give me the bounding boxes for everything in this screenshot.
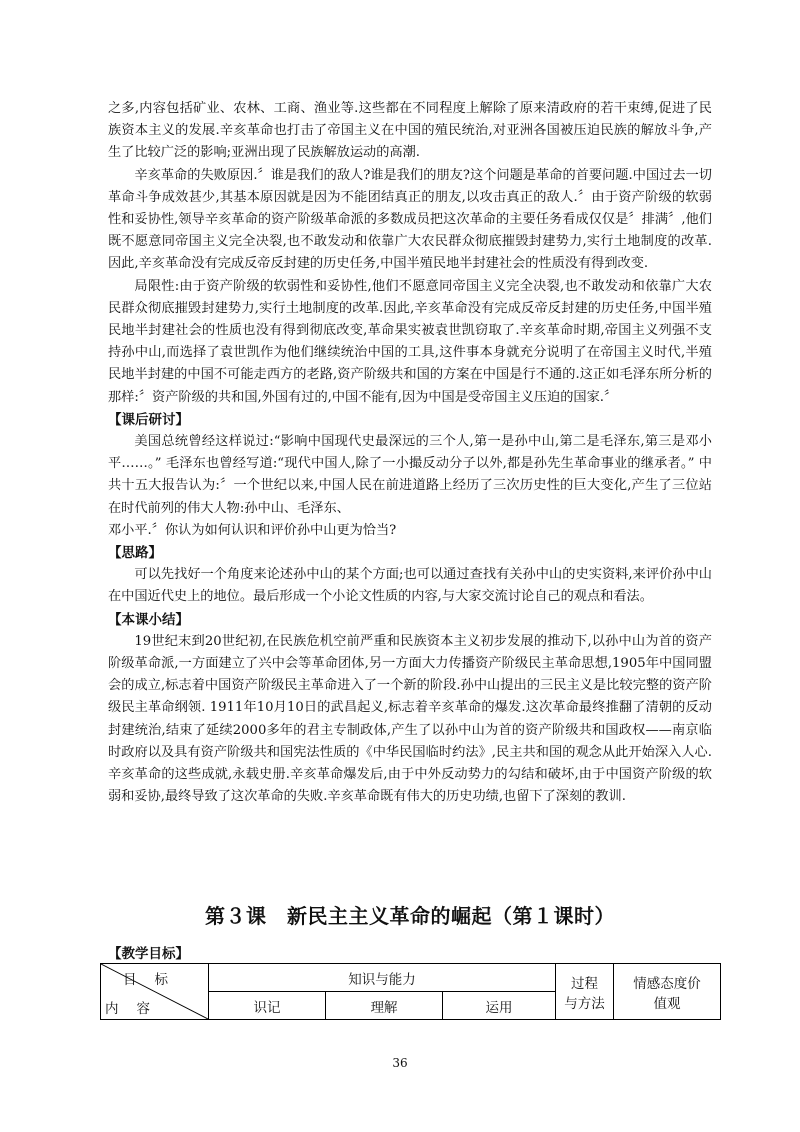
lesson-title: 第３课 新民主主义革命的崛起（第１课时） bbox=[205, 904, 615, 928]
paragraph-approach: 可以先找好一个角度来论述孙中山的某个方面;也可以通过查找有关孙中山的史实资料,来评价孙中山在中国近代史上的地位。最后形成一个小论文性质的内容,与大家交流讨论自己的观点和看法。 bbox=[108, 567, 712, 605]
page-number: 36 bbox=[392, 1056, 408, 1070]
paragraph-summary: 19世纪末到20世纪初,在民族危机空前严重和民族资本主义初步发展的推动下,以孙中山为首的资产阶级革命派,一方面建立了兴中会等革命团体,另一方面大力传播资产阶级民主革命思想,1905年中国同盟会的成立,标志着中国资产阶级民主革命进入了一个新的阶段.孙中山提出的三民主义是比较完整的资产阶级民主革命纲领. 1911年10月10日的武昌起义,标志着辛亥革命的爆发.这次革命最终推翻了清朝的反动封建统治,结束了延续2000多年的君主专制政体,产生了以孙中山为首的资产阶级共和国政权——南京临时政府以及具有资产阶级共和国宪法性质的《中华民国临时约法》,民主共和国的观念从此开始深入人心.辛亥革命的这些成就,永载史册.辛亥革命爆发后,由于中外反动势力的勾结和破坏,由于中国资产阶级的软弱和妥协,最终导致了这次革命的失败.辛亥革命既有伟大的历史功绩,也留下了深刻的教训. bbox=[108, 633, 712, 805]
section-heading-discussion: 【课后研讨】 bbox=[108, 411, 189, 428]
objectives-table bbox=[100, 963, 721, 1020]
section-heading-summary: 【本课小结】 bbox=[108, 611, 189, 628]
header-remember: 识记 bbox=[209, 992, 326, 1020]
paragraph-influence: 之多,内容包括矿业、农林、工商、渔业等.这些都在不同程度上解除了原来清政府的若干束缚,促进了民族资本主义的发展.辛亥革命也打击了帝国主义在中国的殖民统治,对亚洲各国被压迫民族的解放斗争,产生了比较广泛的影响;亚洲出现了民族解放运动的高潮. bbox=[108, 101, 712, 161]
header-understand: 理解 bbox=[326, 992, 443, 1020]
paragraph-discussion-question: 邓小平.〞你认为如何认识和评价孙中山更为恰当? bbox=[108, 522, 397, 538]
section-heading-approach: 【思路】 bbox=[108, 545, 162, 562]
body-text bbox=[108, 98, 712, 809]
header-process-method: 过程 与方法 bbox=[556, 964, 614, 1020]
corner-label-objective: 目标 bbox=[123, 972, 186, 988]
corner-label-content: 内容 bbox=[105, 1001, 168, 1017]
paragraph-failure-reasons: 辛亥革命的失败原因.〞谁是我们的敌人?谁是我们的朋友?这个问题是革命的首要问题.中国过去一切革命斗争成效甚少,其基本原因就是因为不能团结真正的朋友,以攻击真正的敌人.〞由于资产阶级的软弱性和妥协性,领导辛亥革命的资产阶级革命派的多数成员把这次革命的主要任务看成仅仅是〞排满〞,他们既不愿意同帝国主义完全决裂,也不敢发动和依靠广大农民群众彻底摧毁封建势力,实行土地制度的改革.因此,辛亥革命没有完成反帝反封建的历史任务,中国半殖民地半封建社会的性质没有得到改变. bbox=[108, 167, 712, 272]
objectives-heading: 【教学目标】 bbox=[108, 946, 189, 962]
paragraph-discussion: 美国总统曾经这样说过:“影响中国现代史最深远的三个人,第一是孙中山,第二是毛泽东,第三是邓小平……。” 毛泽东也曾经写道:“现代中国人,除了一小撮反动分子以外,都是孙先生革命事业的继承者。” 中共十五大报告认为:〞一个世纪以来,中国人民在前进道路上经历了三次历史性的巨大变化,产生了三位站在时代前列的伟大人物:孙中山、毛泽东、 bbox=[108, 434, 712, 516]
header-emotion-attitude: 情感态度价 值观 bbox=[614, 964, 721, 1020]
paragraph-limitations: 局限性:由于资产阶级的软弱性和妥协性,他们不愿意同帝国主义完全决裂,也不敢发动和依靠广大农民群众彻底摧毁封建势力,实行土地制度的改革.因此,辛亥革命没有完成反帝反封建的历史任务,中国半殖民地半封建社会的性质也没有得到彻底改变,革命果实被袁世凯窃取了.辛亥革命时期,帝国主义列强不支持孙中山,而选择了袁世凯作为他们继续统治中国的工具,这件事本身就充分说明了在帝国主义时代,半殖民地半封建的中国不可能走西方的老路,资产阶级共和国的方案在中国是行不通的.这正如毛泽东所分析的那样:〞资产阶级的共和国,外国有过的,中国不能有,因为中国是受帝国主义压迫的国家.〞 bbox=[108, 278, 712, 405]
table-corner-cell bbox=[101, 964, 209, 1020]
header-apply: 运用 bbox=[443, 992, 556, 1020]
header-knowledge-ability: 知识与能力 bbox=[209, 964, 556, 992]
